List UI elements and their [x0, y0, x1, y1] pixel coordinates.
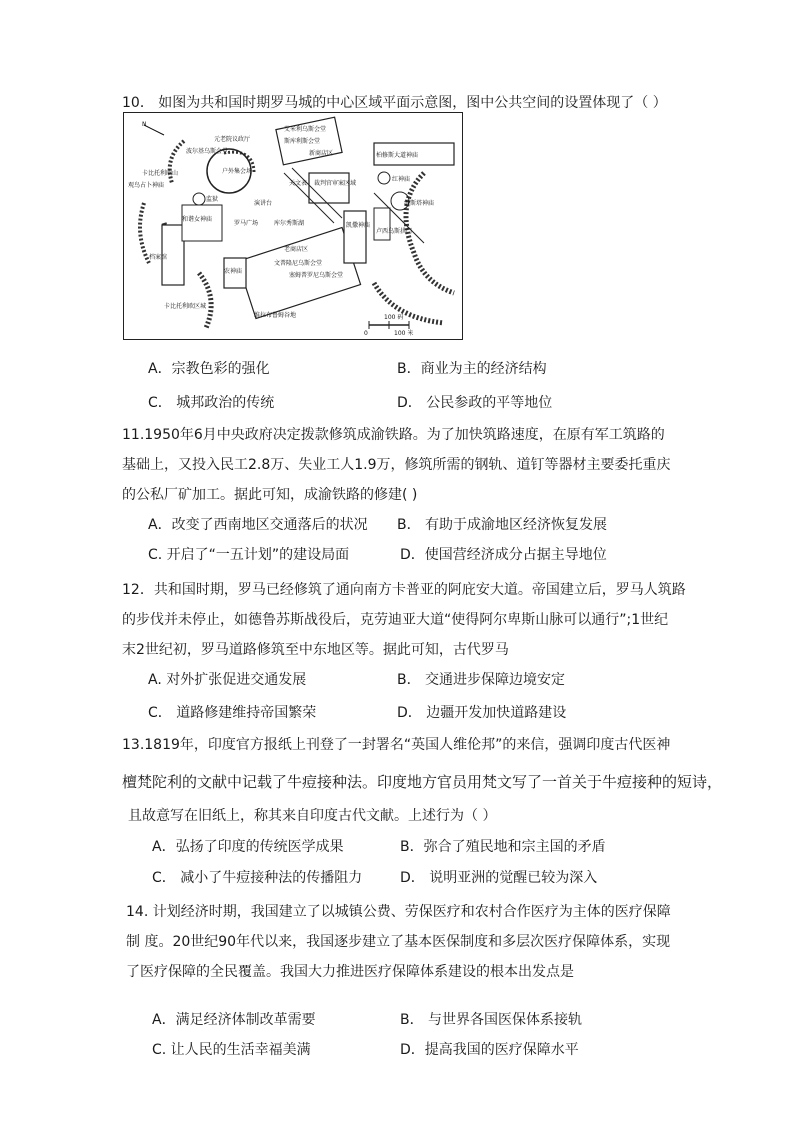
- q13-line-3: 且故意写在旧纸上，称其来自印度古代文献。上述行为（ ）: [128, 808, 497, 824]
- label-nongshen: 农神庙: [224, 268, 243, 275]
- label-danganguan: 档案馆: [149, 254, 168, 261]
- label-caipanguan: 裁判官审案区域: [314, 180, 357, 187]
- q13-line-1: 13.1819年，印度官方报纸上刊登了一封署名“英国人维伦邦”的来信，强调印度古代医神: [122, 737, 671, 753]
- q12-line-1: 12．共和国时期，罗马已经修筑了通向南方卡普亚的阿庇安大道。帝国建立后，罗马人筑路: [122, 582, 686, 598]
- q12-option-b[interactable]: B． 交通进步保障边境安定: [397, 672, 566, 688]
- q11-option-b[interactable]: B． 有助于成渝地区经济恢复发展: [397, 517, 608, 533]
- label-tiancheng: 天文表: [289, 180, 308, 187]
- q13-option-b[interactable]: B．弥合了殖民地和宗主国的矛盾: [400, 839, 606, 855]
- label-hongshen: 红神庙: [392, 176, 411, 183]
- q13-option-d[interactable]: D． 说明亚洲的觉醒已较为深入: [400, 870, 598, 886]
- q11-option-c[interactable]: C. 开启了“一五计划”的建设局面: [148, 547, 350, 563]
- label-luomaguangchang: 罗马广场: [234, 220, 259, 227]
- q14-option-b[interactable]: B． 与世界各国医保体系接轨: [400, 1012, 583, 1028]
- q12-line-2: 的步伐并未停止，如德鲁苏斯战役后，克劳迪亚大道“使得阿尔卑斯山脉可以通行”;1世纪: [122, 612, 669, 628]
- north-label: N: [142, 121, 147, 128]
- label-kaisa-shen: 凯撒神庙: [346, 222, 371, 229]
- label-boerjisi: 波尔基乌斯会堂: [186, 148, 229, 155]
- q12-option-d[interactable]: D． 边疆开发加快道路建设: [397, 705, 567, 721]
- q11-line-3: 的公私厂矿加工。据此可知，成渝铁路的修建( ): [122, 487, 418, 503]
- label-kabituoli-ling: 卡比托利欧山: [142, 170, 179, 177]
- label-kabituoli-qu: 卡比托利欧区城: [164, 303, 207, 310]
- label-guanniao: 观鸟占卜神庙: [128, 182, 165, 189]
- label-kebo: 斯库利斯会堂: [284, 138, 321, 145]
- q12-option-a[interactable]: A. 对外扩张促进交通发展: [148, 672, 307, 688]
- q14-line-3: 了医疗保障的全民覆盖。我国大力推进医疗保障体系建设的根本出发点是: [126, 964, 574, 980]
- q14-option-d[interactable]: D．提高我国的医疗保障水平: [400, 1042, 579, 1058]
- q13-line-2: 檀梵陀利的文献中记载了牛痘接种法。印度地方官员用梵文写了一首关于牛痘接种的短诗，: [122, 773, 723, 791]
- rome-forum-map: [123, 112, 463, 340]
- q12-option-c[interactable]: C． 道路修建维持帝国繁荣: [148, 705, 317, 721]
- rome-forum-map-drawing: [124, 113, 462, 339]
- label-laoshangdian: 老商店区: [284, 246, 309, 253]
- label-weila: 维拉布鲁姆谷地: [254, 312, 297, 319]
- label-kuerxiusi: 库尔秀斯湖: [274, 220, 305, 227]
- q10-option-a[interactable]: A．宗教色彩的强化: [148, 361, 270, 377]
- q14-line-1: 14. 计划经济时期，我国建立了以城镇公费、劳保医疗和农村合作医疗为主体的医疗保障: [126, 904, 671, 920]
- label-zero: 0: [364, 330, 368, 337]
- q11-option-a[interactable]: A．改变了西南地区交通落后的状况: [148, 517, 368, 533]
- q14-option-a[interactable]: A．满足经济体制改革需要: [152, 1012, 316, 1028]
- q10-option-b[interactable]: B．商业为主的经济结构: [397, 361, 547, 377]
- label-luma: 卢西乌斯拱门: [376, 228, 413, 235]
- q12-line-3: 末2世纪初，罗马道路修筑至中东地区等。据此可知，古代罗马: [122, 642, 509, 658]
- q10-option-c[interactable]: C． 城邦政治的传统: [148, 395, 275, 411]
- label-huhu: 户外集会场: [222, 168, 253, 175]
- label-weisita: 维斯塔神庙: [404, 200, 435, 207]
- label-yuanlaoyuan: 元老院议政厅: [214, 136, 251, 143]
- label-baiyuan: 柏修斯大道神庙: [376, 152, 419, 159]
- label-yanjiangtai: 演讲台: [254, 200, 273, 207]
- north-arrow-icon: [144, 125, 164, 135]
- q10-stem: 10． 如图为共和国时期罗马城的中心区域平面示意图，图中公共空间的设置体现了（ ）: [122, 95, 667, 111]
- q11-option-d[interactable]: D．使国营经济成分占据主导地位: [400, 547, 607, 563]
- label-hepingshen: 和谐女神庙: [182, 216, 213, 223]
- q10-option-d[interactable]: D． 公民参政的平等地位: [397, 395, 553, 411]
- label-xinshangdian: 新商店区: [309, 150, 334, 157]
- label-sainpulunisi: 塞姆普罗尼乌斯会堂: [289, 272, 344, 279]
- q11-line-2: 基础上，又投入民工2.8万、失业工人1.9万，修筑所需的钢轨、道钉等器材主要委托重庆: [122, 457, 671, 473]
- q14-option-c[interactable]: C. 让人民的生活幸福美满: [152, 1042, 311, 1058]
- q13-option-a[interactable]: A．弘扬了印度的传统医学成果: [152, 839, 344, 855]
- q14-line-2: 制 度。20世纪90年代以来，我国逐步建立了基本医保制度和多层次医疗保障体系，实现: [126, 934, 671, 950]
- label-jianyu: 监狱: [206, 196, 219, 203]
- label-scale1: 100 码: [384, 314, 404, 321]
- label-aimilia: 艾米利乌斯会堂: [284, 126, 327, 133]
- q13-option-c[interactable]: C． 减小了牛痘接种法的传播阻力: [152, 870, 363, 886]
- label-scale2: 100 米: [394, 330, 414, 337]
- label-wenpulonisi: 文普隆尼乌斯会堂: [274, 260, 323, 267]
- q11-line-1: 11.1950年6月中央政府决定拨款修筑成渝铁路。为了加快筑路速度，在原有军工筑路的: [122, 427, 665, 443]
